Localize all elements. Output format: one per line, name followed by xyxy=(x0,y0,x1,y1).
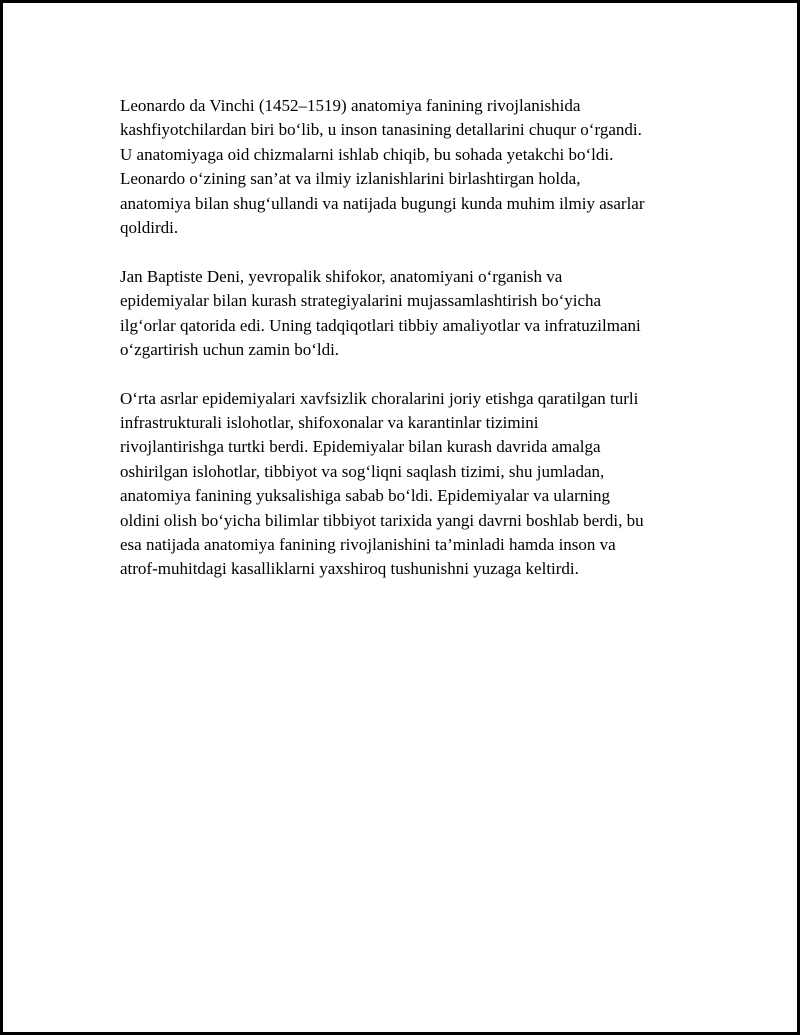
document-body xyxy=(120,94,695,606)
text-line: esa natijada anatomiya fanining rivojlanishini ta’minladi hamda inson va xyxy=(120,535,616,555)
text-line: o‘zgartirish uchun zamin bo‘ldi. xyxy=(120,339,340,359)
text-line: oldini olish bo‘yicha bilimlar tibbiyot tarixida yangi davrni boshlab berdi, bu xyxy=(120,510,644,530)
paragraph-deni xyxy=(120,265,695,363)
text-line: anatomiya fanining yuksalishiga sabab bo‘ldi. Epidemiyalar va ularning xyxy=(120,486,611,506)
text-line: qoldirdi. xyxy=(120,217,179,237)
text-line: atrof-muhitdagi kasalliklarni yaxshiroq tushunishni yuzaga keltirdi. xyxy=(120,559,579,579)
text-line: U anatomiyaga oid chizmalarni ishlab chiqib, bu sohada yetakchi bo‘ldi. xyxy=(120,144,614,164)
paragraph-leonardo xyxy=(120,94,695,240)
text-line: epidemiyalar bilan kurash strategiyalarini mujassamlashtirish bo‘yicha xyxy=(120,291,602,311)
text-line: infrastrukturali islohotlar, shifoxonalar va karantinlar tizimini xyxy=(120,413,539,433)
text-line: Jan Baptiste Deni, yevropalik shifokor, anatomiyani o‘rganish va xyxy=(120,266,563,286)
text-line: oshirilgan islohotlar, tibbiyot va sog‘liqni saqlash tizimi, shu jumladan, xyxy=(120,461,605,481)
text-line: kashfiyotchilardan biri bo‘lib, u inson tanasining detallarini chuqur o‘rgandi. xyxy=(120,120,642,140)
paragraph-epidemics xyxy=(120,387,695,582)
text-line: anatomiya bilan shug‘ullandi va natijada bugungi kunda muhim ilmiy asarlar xyxy=(120,193,645,213)
text-line: Leonardo da Vinchi (1452–1519) anatomiya fanining rivojlanishida xyxy=(120,96,581,115)
text-line: Leonardo o‘zining san’at va ilmiy izlanishlarini birlashtirgan holda, xyxy=(120,169,581,189)
text-line: ilg‘orlar qatorida edi. Uning tadqiqotlari tibbiy amaliyotlar va infratuzilmani xyxy=(120,315,641,335)
text-line: rivojlantirishga turtki berdi. Epidemiyalar bilan kurash davrida amalga xyxy=(120,437,601,457)
text-line: O‘rta asrlar epidemiyalari xavfsizlik choralarini joriy etishga qaratilgan turli xyxy=(120,388,639,408)
